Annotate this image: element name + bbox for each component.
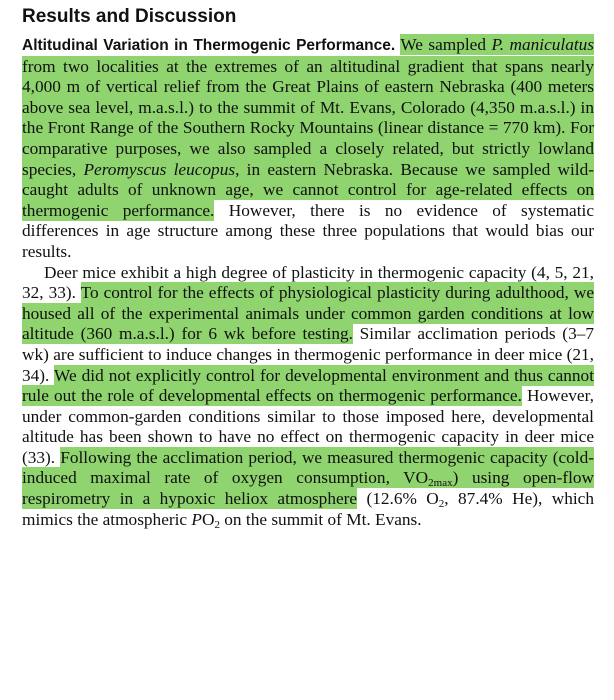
subsection-heading: Altitudinal Variation in Thermogenic Performance.	[22, 37, 396, 54]
species-name: Peromyscus leucopus	[83, 159, 236, 179]
highlight-1: We sampled P. maniculatus from two localities at the extremes of an altitudinal gradient that spans nearly 4,000 m of vertical relief from the Great Plains of eastern Nebraska (400 meters above sea level, m.a.s.l.) to the summit of Mt. Evans, Colorado (4,350 m.a.s.l.) in the Front Range of the Southern Rocky Mountains (linear distance = 770 km). For comparative purposes, we also sampled a closely related, but strictly lowland species, Peromyscus leucopus, in eastern Nebraska. Because we sampled wild-caught adults of unknown age, we cannot control for age-related effects on thermogenic performance.	[22, 35, 595, 220]
highlight-4: Following the acclimation period, we measured thermogenic capacity (cold-induced maximal rate of oxygen consumption, $VO_{2max}$) using open-flow respirometry in a hypoxic heliox atmosphere	[22, 447, 595, 509]
section-heading: Results and Discussion	[22, 6, 237, 27]
body-text: Similar acclimation periods (3–7 wk) are sufficient to induce changes in thermogenic performance in deer mice (21, 34).	[22, 324, 594, 385]
body-text: However, there is no evidence of systematic differences in age structure among these three populations that would bias our results.	[22, 200, 594, 261]
species-name: P. maniculatus	[491, 35, 595, 54]
body-text: (12.6% $O_2$, 87.4% He), which mimics the atmospheric $PO_2$ on the summit of Mt. Evans.	[22, 489, 594, 531]
highlight-3: We did not explicitly control for developmental environment and thus cannot rule out the role of developmental effects on thermogenic performance.	[22, 365, 594, 406]
body-text: However, under common-garden conditions similar to those imposed here, developmental altitude has been shown to have no effect on thermogenic capacity in deer mice (33).	[22, 386, 594, 467]
paragraph-2	[22, 263, 594, 531]
highlight-2: To control for the effects of physiological plasticity during adulthood, we housed all of the experimental animals under common garden conditions at low altitude (360 m.a.s.l.) for 6 wk before testing.	[22, 283, 594, 344]
body-text: Deer mice exhibit a high degree of plasticity in thermogenic capacity (4, 5, 21, 32, 33).	[22, 262, 594, 303]
paragraph-1	[22, 35, 594, 263]
